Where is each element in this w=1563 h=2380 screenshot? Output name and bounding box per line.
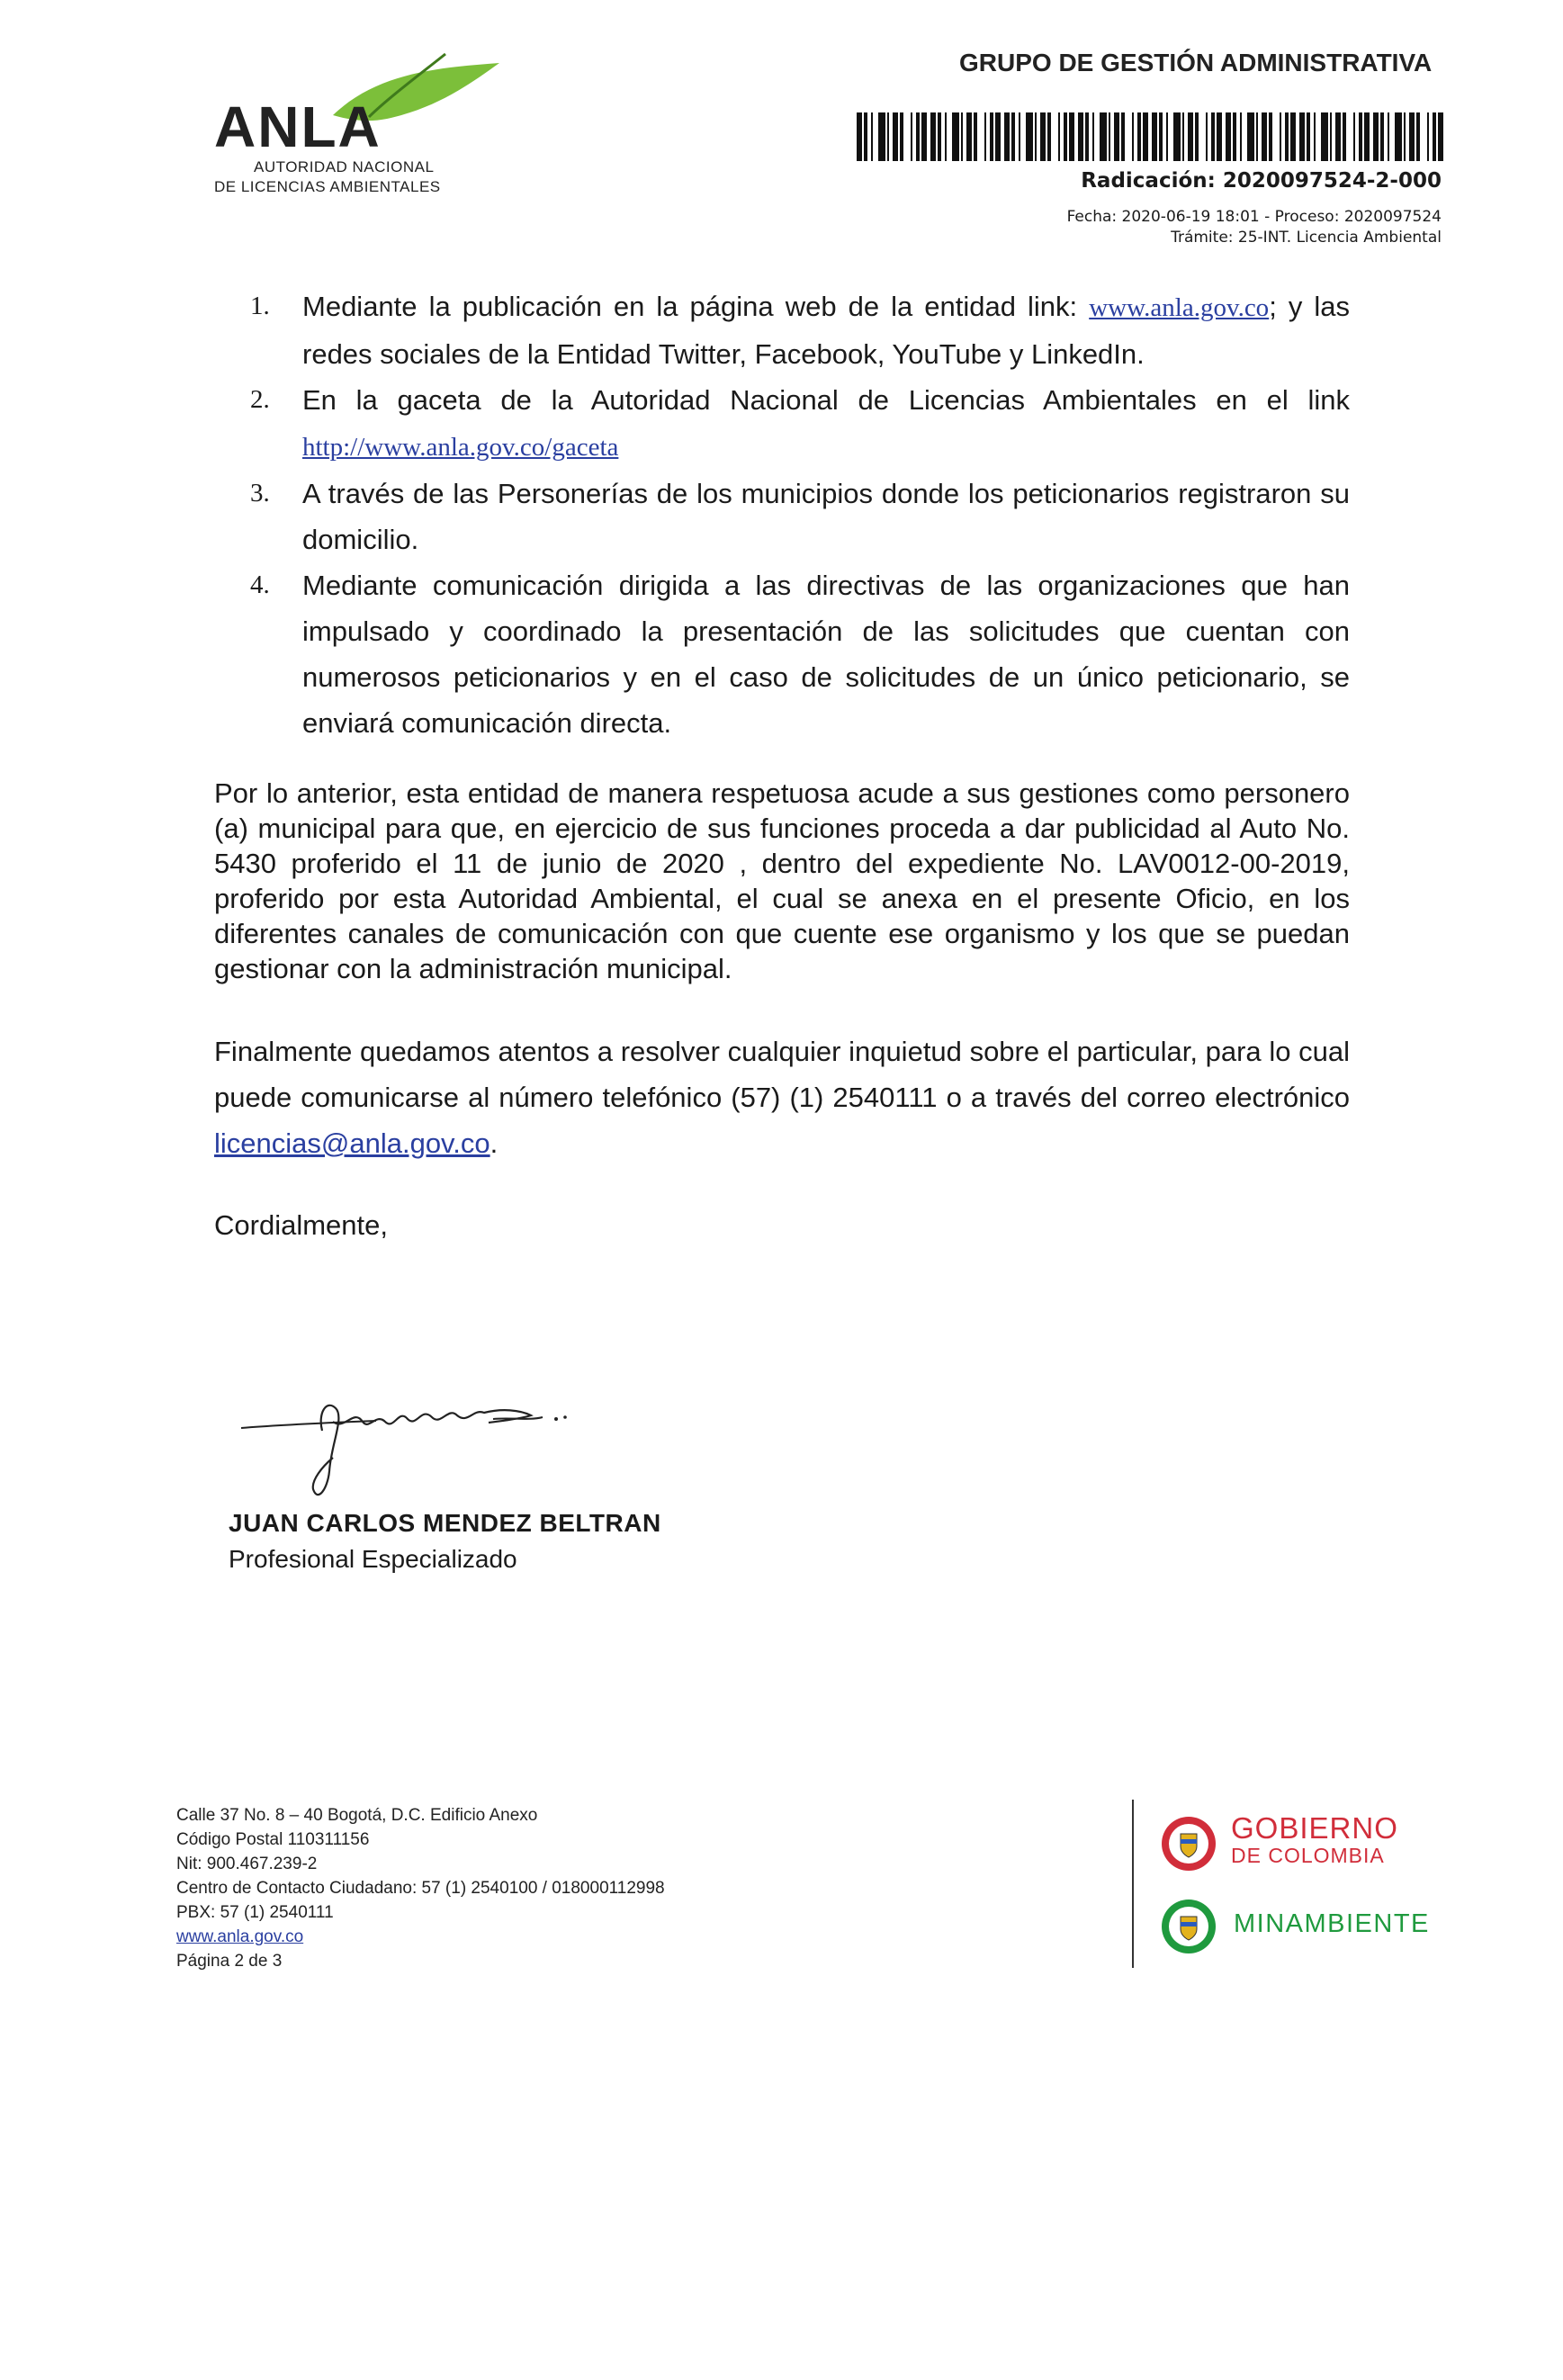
fecha-proceso: Fecha: 2020-06-19 18:01 - Proceso: 2020097524 (1066, 208, 1442, 226)
body-paragraph (214, 1028, 1350, 1166)
minambiente-wordmark: MINAMBIENTE (1234, 1909, 1430, 1938)
list-number: 3. (250, 479, 270, 507)
paragraph-text: Finalmente quedamos atentos a resolver cualquier inquietud sobre el particular, para lo cual puede comunicarse al número telefónico (57) (1) 2540111 o a través del correo electrónico (214, 1036, 1350, 1113)
logo-subtitle: AUTORIDAD NACIONAL (254, 158, 435, 175)
logo-subtitle: DE LICENCIAS AMBIENTALES (214, 178, 441, 195)
handwritten-signature (232, 1381, 610, 1525)
list-text: A través de las Personerías de los municipios donde los peticionarios registraron su domicilio. (302, 478, 1350, 555)
paragraph-text: . (490, 1127, 499, 1159)
gobierno-wordmark: GOBIERNO (1231, 1811, 1398, 1845)
footer-postal-code: Código Postal 110311156 (176, 1830, 370, 1849)
list-number: 2. (250, 385, 270, 414)
coat-of-arms-icon (1159, 1814, 1218, 1873)
list-text: Mediante comunicación dirigida a las directivas de las organizaciones que han impulsado y coordinado la presentación de las solicitudes que cuentan con numerosos peticionarios y en el caso de solicitudes de un único peticionario, se enviará comunicación directa. (302, 570, 1350, 739)
footer-pbx: PBX: 57 (1) 2540111 (176, 1903, 334, 1922)
signer-title: Profesional Especializado (229, 1545, 517, 1573)
list-number: 4. (250, 570, 270, 599)
radicacion-number: Radicación: 2020097524-2-000 (1081, 169, 1442, 193)
list-number: 1. (250, 292, 270, 320)
logo-wordmark: ANLA (214, 94, 382, 159)
footer-contact-center: Centro de Contacto Ciudadano: 57 (1) 2540100 / 018000112998 (176, 1879, 665, 1898)
page-number: Página 2 de 3 (176, 1952, 283, 1971)
list-item (250, 283, 1350, 377)
group-title: GRUPO DE GESTIÓN ADMINISTRATIVA (959, 49, 1433, 76)
list-text: Mediante la publicación en la página web de la entidad link: (302, 291, 1090, 322)
numbered-list (250, 283, 1350, 746)
barcode (857, 112, 1447, 161)
footer-divider (1132, 1800, 1134, 1968)
email-link[interactable]: licencias@anla.gov.co (214, 1127, 490, 1159)
list-item (250, 471, 1350, 562)
list-item (250, 377, 1350, 471)
footer-website-link[interactable]: www.anla.gov.co (176, 1927, 304, 1946)
signer-name: JUAN CARLOS MENDEZ BELTRAN (229, 1509, 661, 1537)
gaceta-link[interactable]: http://www.anla.gov.co/gaceta (302, 433, 619, 462)
footer-nit: Nit: 900.467.239-2 (176, 1855, 318, 1873)
minambiente-seal-icon (1159, 1897, 1218, 1956)
footer-address: Calle 37 No. 8 – 40 Bogotá, D.C. Edificio Anexo (176, 1806, 538, 1825)
gobierno-subtitle: DE COLOMBIA (1231, 1844, 1385, 1867)
body-paragraph: Por lo anterior, esta entidad de manera respetuosa acude a sus gestiones como personero (a) municipal para que, en ejercicio de sus funciones proceda a dar publicidad al Auto No. 5430 proferido el 11 de junio de 2020 , dentro del expediente No. LAV0012-00-2019, proferido por esta Autoridad Ambiental, el cual se anexa en el presente Oficio, en los diferentes canales de comunicación con que cuente ese organismo y los que se puedan gestionar con la administración municipal. (214, 777, 1350, 984)
list-text: En la gaceta de la Autoridad Nacional de Licencias Ambientales en el link (302, 384, 1350, 416)
footer-contact (176, 1803, 665, 1973)
list-text: ; y las redes sociales de la Entidad Twitter, Facebook, YouTube y LinkedIn. (302, 291, 1351, 370)
tramite: Trámite: 25-INT. Licencia Ambiental (1171, 229, 1442, 247)
closing-salutation: Cordialmente, (214, 1209, 388, 1241)
list-item (250, 562, 1350, 746)
anla-website-link[interactable]: www.anla.gov.co (1089, 293, 1270, 322)
